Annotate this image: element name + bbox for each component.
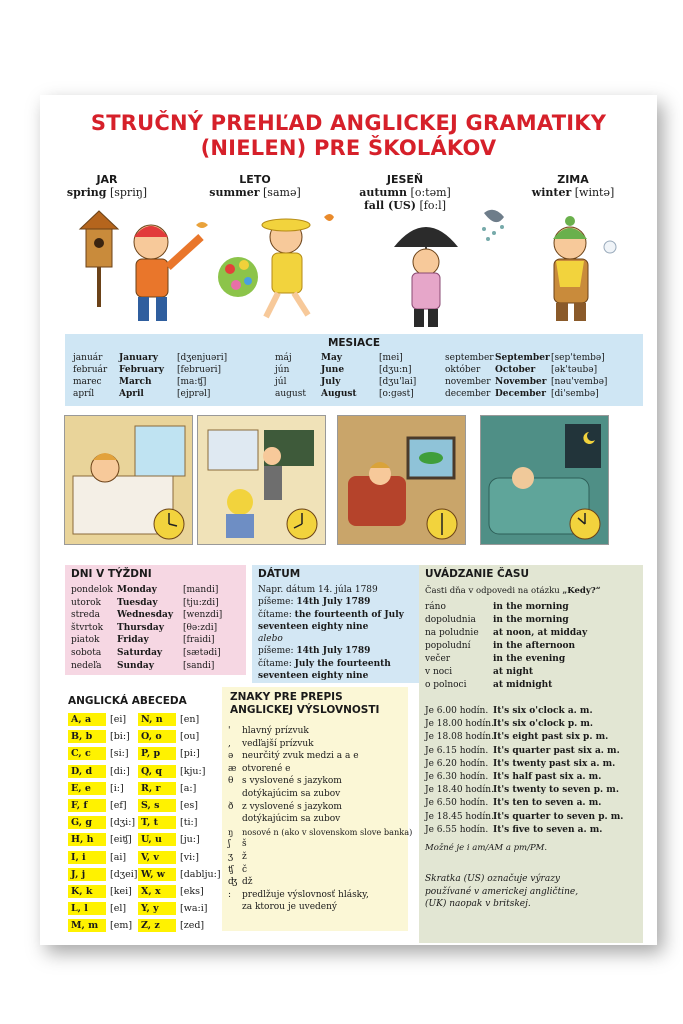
time-panel (419, 565, 643, 943)
symbols-heading: ZNAKY PRE PREPIS ANGLICKEJ VÝSLOVNOSTI (230, 691, 380, 716)
list-item: dopoludnia in the morning (425, 615, 569, 625)
alphabet-pronunciation: [vi:] (180, 851, 200, 863)
alphabet-pronunciation: [ti:] (180, 817, 198, 829)
date-text (258, 584, 404, 682)
alphabet-letter: V, v (138, 851, 176, 864)
alphabet-letter: K, k (68, 885, 106, 898)
months-column-2: máj May [mei] jún June [dʒu:n] júl July [dʒu'lai] august August [o:gəst] (275, 353, 417, 399)
date-panel (252, 565, 426, 683)
list-item: štvrtok Thursday [θə:zdi] (71, 622, 218, 633)
season-sk: ZIMA (557, 173, 589, 186)
date-heading: DÁTUM (258, 568, 301, 580)
alphabet-letter: E, e (68, 782, 106, 795)
date-line: seventeen eighty nine (258, 671, 369, 682)
list-item: Je 6.50 hodín. It's ten to seven a. m. (425, 798, 602, 809)
alphabet-letter: C, c (68, 747, 106, 760)
season-en-line: summer [samə] (209, 186, 301, 199)
summer-child-illustration (216, 207, 356, 332)
list-item: utorok Tuesday [tju:zdi] (71, 597, 219, 608)
alphabet-letter: B, b (68, 730, 106, 743)
spring-child-illustration (76, 207, 216, 332)
alphabet-pronunciation: [em] (110, 920, 133, 932)
alphabet-pronunciation: [en] (180, 714, 200, 725)
alphabet-pronunciation: [a:] (180, 782, 197, 794)
list-item: Je 18.45 hodín.It's quarter to seven p. m. (425, 811, 624, 822)
title-line-1: STRUČNÝ PREHĽAD ANGLICKEJ GRAMATIKY (90, 111, 607, 135)
school-scene-illustration (197, 415, 326, 545)
list-item: Je 18.40 hodín.It's twenty to seven p. m. (425, 785, 619, 796)
list-item: Je 6.55 hodín. It's five to seven a. m. (425, 824, 603, 835)
season-sk: LETO (239, 173, 271, 186)
date-line: Napr. dátum 14. júla 1789 (258, 585, 378, 595)
title-line-2: (NIELEN) PRE ŠKOLÁKOV (200, 136, 497, 160)
alphabet-pronunciation: [wa:i] (180, 903, 208, 915)
list-item: piatok Friday [fraidi] (71, 635, 215, 646)
list-item: ráno in the morning (425, 602, 569, 612)
alphabet-pronunciation: [ef] (110, 800, 127, 811)
list-item: ŋ nosové n (ako v slovenskom slove banka) (228, 826, 413, 837)
season-en-line-2: fall (US) [fo:l] (363, 199, 446, 212)
alphabet-letter: X, x (138, 885, 176, 898)
list-item: popoludní in the afternoon (425, 641, 576, 651)
time-note: Možné je i am/AM a pm/PM. (425, 843, 548, 853)
list-item: v noci at night (425, 667, 534, 677)
alphabet-letter: J, j (68, 868, 106, 881)
alphabet-pronunciation: [pi:] (180, 748, 200, 760)
list-item: nedeľa Sunday [sandi] (71, 660, 215, 671)
season-summer (190, 173, 320, 199)
alphabet-letter: P, p (138, 747, 176, 760)
alphabet-letter: N, n (138, 713, 176, 726)
alphabet-letter: D, d (68, 765, 106, 778)
alphabet-pronunciation: [kju:] (180, 765, 206, 777)
season-spring (42, 173, 172, 199)
alphabet-pronunciation: [zed] (180, 920, 205, 932)
alphabet-pronunciation: [ou] (180, 731, 200, 743)
alphabet-letter: U, u (138, 833, 176, 846)
list-item: Je 6.30 hodín. It's half past six a. m. (425, 772, 602, 783)
season-en-line: autumn [o:təm] (359, 186, 451, 199)
time-intro: Časti dňa v odpovedi na otázku „Kedy?“ (425, 586, 601, 596)
list-item: θ s vyslovené s jazykom (228, 776, 342, 787)
list-item: o polnoci at midnight (425, 680, 553, 690)
alphabet-pronunciation: [eks] (180, 886, 204, 897)
months-column-1: január January [dʒenjuəri] február February [februəri] marec March [ma:ʧ] apríl April [ejprəl] (73, 353, 228, 399)
alphabet-letter: T, t (138, 816, 176, 829)
winter-child-illustration (520, 207, 645, 332)
poster-title (40, 111, 657, 161)
alphabet-pronunciation: [si:] (110, 748, 129, 760)
alphabet-pronunciation: [ju:] (180, 834, 200, 846)
season-en-line: spring [spriŋ] (66, 186, 148, 199)
date-line: píšeme: 14th July 1789 (258, 597, 371, 608)
list-item: Je 6.20 hodín. It's twenty past six a. m. (425, 758, 616, 769)
alphabet-pronunciation: [kei] (110, 886, 132, 897)
time-heading: UVÁDZANIE ČASU (425, 568, 529, 580)
alphabet-letter: G, g (68, 816, 106, 829)
date-line: alebo (258, 634, 283, 645)
time-parts-list (425, 601, 587, 692)
alphabet-heading: ANGLICKÁ ABECEDA (68, 695, 187, 707)
list-item: streda Wednesday [wenzdi] (71, 610, 223, 621)
alphabet-letter: F, f (68, 799, 106, 812)
list-item: za ktorou je uvedený (242, 902, 337, 913)
alphabet-pronunciation: [dʒi:] (110, 817, 136, 829)
date-line: píšeme: 14th July 1789 (258, 646, 371, 657)
alphabet-pronunciation: [es] (180, 800, 198, 811)
alphabet-letter: I, i (68, 851, 106, 864)
list-item: večer in the evening (425, 654, 566, 664)
list-item: ə neurčitý zvuk medzi a a e (228, 751, 359, 762)
list-item: pondelok Monday [mandi] (71, 585, 219, 595)
list-item: ʤ dž (228, 877, 253, 888)
list-item: ʧ č (228, 864, 248, 875)
alphabet-pronunciation: [di:] (110, 765, 130, 777)
list-item: sobota Saturday [sætədi] (71, 647, 221, 658)
list-item: æ otvorené e (228, 763, 291, 774)
list-item: na poludnie at noon, at midday (425, 628, 588, 638)
alphabet-letter: M, m (68, 919, 106, 932)
date-line: čítame: July the fourteenth (258, 658, 391, 669)
list-item: Je 18.08 hodín.It's eight past six p. m. (425, 732, 609, 743)
date-line: čítame: the fourteenth of July (258, 609, 404, 620)
list-item: dotýkajúcim sa zubov (242, 814, 341, 825)
list-item: dotýkajúcim sa zubov (242, 788, 341, 799)
alphabet-letter: H, h (68, 833, 106, 846)
list-item: ʃ š (228, 839, 247, 850)
poster (40, 95, 657, 945)
alphabet-letter: O, o (138, 730, 176, 743)
evening-scene-illustration (337, 415, 466, 545)
season-winter (508, 173, 638, 199)
symbols-list (228, 725, 412, 914)
alphabet-pronunciation: [dablju:] (180, 868, 221, 880)
season-sk: JAR (96, 173, 118, 186)
list-item: ð z vyslovené s jazykom (228, 801, 342, 812)
footnote: Skratka (US) označuje výrazy používané v americkej angličtine, (UK) naopak v britskej. (425, 874, 579, 909)
alphabet-pronunciation: [ei] (110, 714, 127, 725)
autumn-child-illustration (384, 207, 514, 332)
list-item: Je 6.00 hodín. It's six o'clock a. m. (425, 706, 593, 716)
alphabet-letter: R, r (138, 782, 176, 795)
clock-times-list (425, 705, 623, 837)
alphabet-letter: S, s (138, 799, 176, 812)
alphabet-letter: Q, q (138, 765, 176, 778)
alphabet-pronunciation: [el] (110, 903, 127, 915)
alphabet-letter: A, a (68, 713, 106, 726)
alphabet-pronunciation: [eiʧ] (110, 834, 132, 846)
list-item: ʒ ž (228, 851, 247, 862)
morning-scene-illustration (64, 415, 193, 545)
list-item: : predlžuje výslovnosť hlásky, (228, 889, 369, 900)
alphabet-letter: Y, y (138, 902, 176, 915)
months-heading: MESIACE (327, 337, 381, 349)
date-line: seventeen eighty nine (258, 621, 369, 632)
alphabet-pronunciation: [bi:] (110, 731, 130, 743)
alphabet-letter: L, l (68, 902, 106, 915)
months-panel (65, 334, 643, 406)
months-column-3: septemberSeptember[sep'tembə] október October [ək'təubə] november November [nəu'vembə] december December [di'sembə] (445, 353, 608, 399)
list-item: , vedľajší prízvuk (228, 738, 314, 749)
alphabet-pronunciation: [ai] (110, 851, 127, 863)
night-scene-illustration (480, 415, 609, 545)
days-list (71, 584, 222, 672)
list-item: ' hlavný prízvuk (228, 726, 309, 736)
pronunciation-symbols-panel (222, 687, 413, 931)
alphabet-pronunciation: [dʒei] (110, 868, 138, 880)
alphabet-letter: Z, z (138, 919, 176, 932)
alphabet-letter: W, w (138, 868, 176, 881)
alphabet-pronunciation: [i:] (110, 782, 124, 794)
days-heading: DNI V TÝŽDNI (71, 568, 152, 580)
list-item: Je 18.00 hodín.It's six o'clock p. m. (425, 719, 594, 730)
list-item: Je 6.15 hodín. It's quarter past six a. m. (425, 745, 620, 756)
season-sk: JESEŇ (386, 173, 424, 186)
days-panel (65, 565, 246, 675)
season-en-line: winter [wintə] (531, 186, 615, 199)
